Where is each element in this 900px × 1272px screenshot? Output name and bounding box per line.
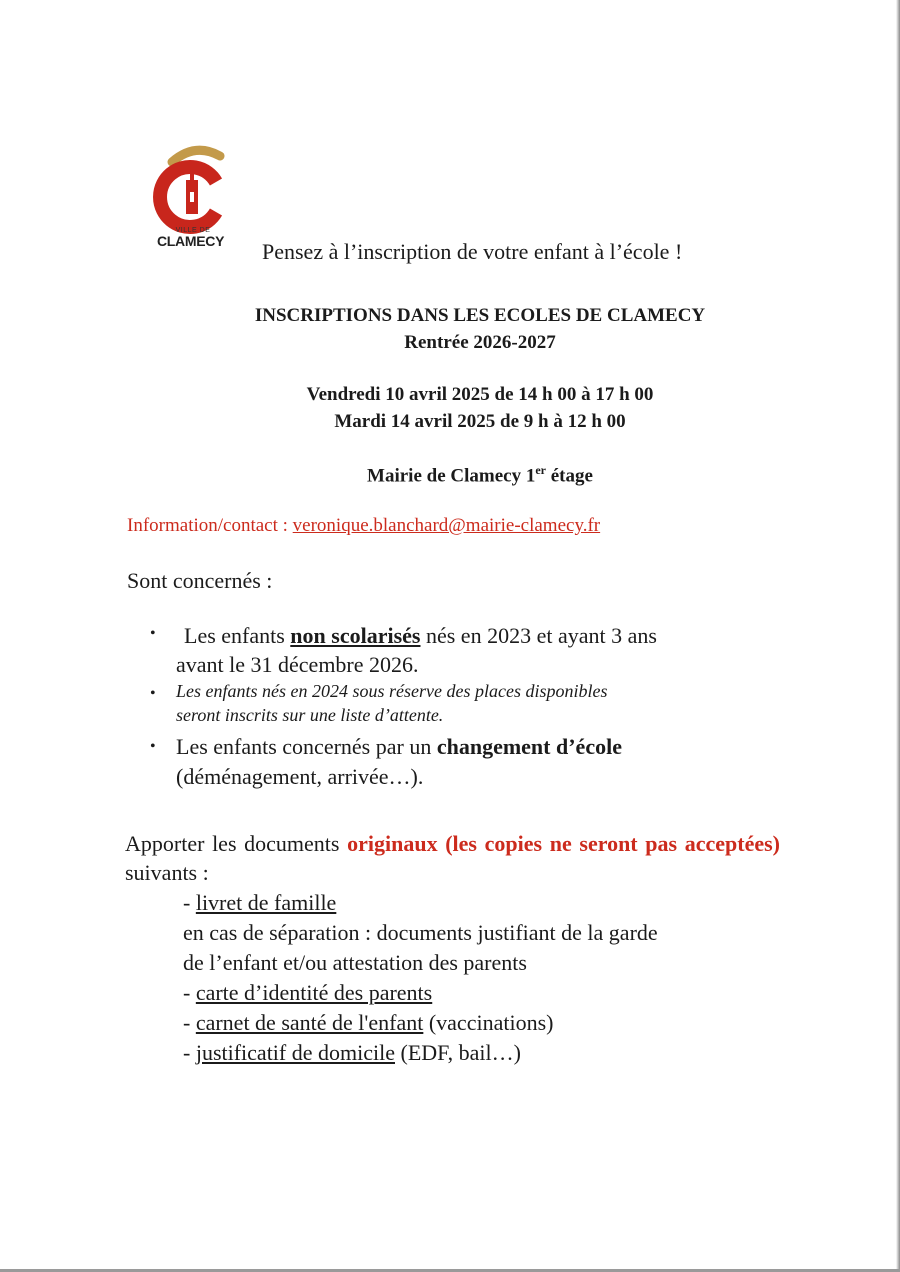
document-item: - justificatif de domicile (EDF, bail…) <box>183 1040 521 1065</box>
location: Mairie de Clamecy 1er étage <box>367 463 593 487</box>
bullet-icon: • <box>150 738 156 755</box>
contact-label: Information/contact : <box>127 515 293 536</box>
document-item: - carnet de santé de l'enfant (vaccinations) <box>183 1010 554 1035</box>
contact-email-link[interactable]: veronique.blanchard@mairie-clamecy.fr <box>292 515 601 536</box>
logo-small-text: VILLE DE <box>175 227 211 234</box>
concerned-heading: Sont concernés : <box>127 568 273 593</box>
intro-text: Pensez à l’inscription de votre enfant à l’école ! <box>262 239 683 264</box>
document-item: - livret de famille <box>183 890 337 915</box>
documents-list <box>183 888 658 1068</box>
document-item: - carte d’identité des parents <box>183 980 433 1005</box>
bullet-icon: • <box>150 685 156 702</box>
contact-line <box>127 515 600 537</box>
list-item: Les enfants nés en 2024 sous réserve des places disponibles seront inscrits sur une liste d’attente. <box>176 681 608 725</box>
documents-intro: Apporter les documents originaux (les copies ne seront pas acceptées) suivants : <box>125 831 780 885</box>
page-subtitle: Rentrée 2026-2027 <box>404 332 556 353</box>
date-line-1: Vendredi 10 avril 2025 de 14 h 00 à 17 h 00 <box>306 384 654 405</box>
scan-edge-right <box>896 0 900 1272</box>
date-line-2: Mardi 14 avril 2025 de 9 h à 12 h 00 <box>334 411 626 432</box>
list-item: Les enfants non scolarisés nés en 2023 et ayant 3 ans avant le 31 décembre 2026. <box>176 623 657 677</box>
page-title: INSCRIPTIONS DANS LES ECOLES DE CLAMECY <box>254 305 706 326</box>
list-item: Les enfants concernés par un changement d’école (déménagement, arrivée…). <box>176 734 622 789</box>
bullet-icon: • <box>150 625 156 642</box>
document-note: en cas de séparation : documents justifiant de la garde <box>183 920 658 945</box>
logo-name: CLAMECY <box>157 233 225 249</box>
document-note: de l’enfant et/ou attestation des parents <box>183 950 527 975</box>
